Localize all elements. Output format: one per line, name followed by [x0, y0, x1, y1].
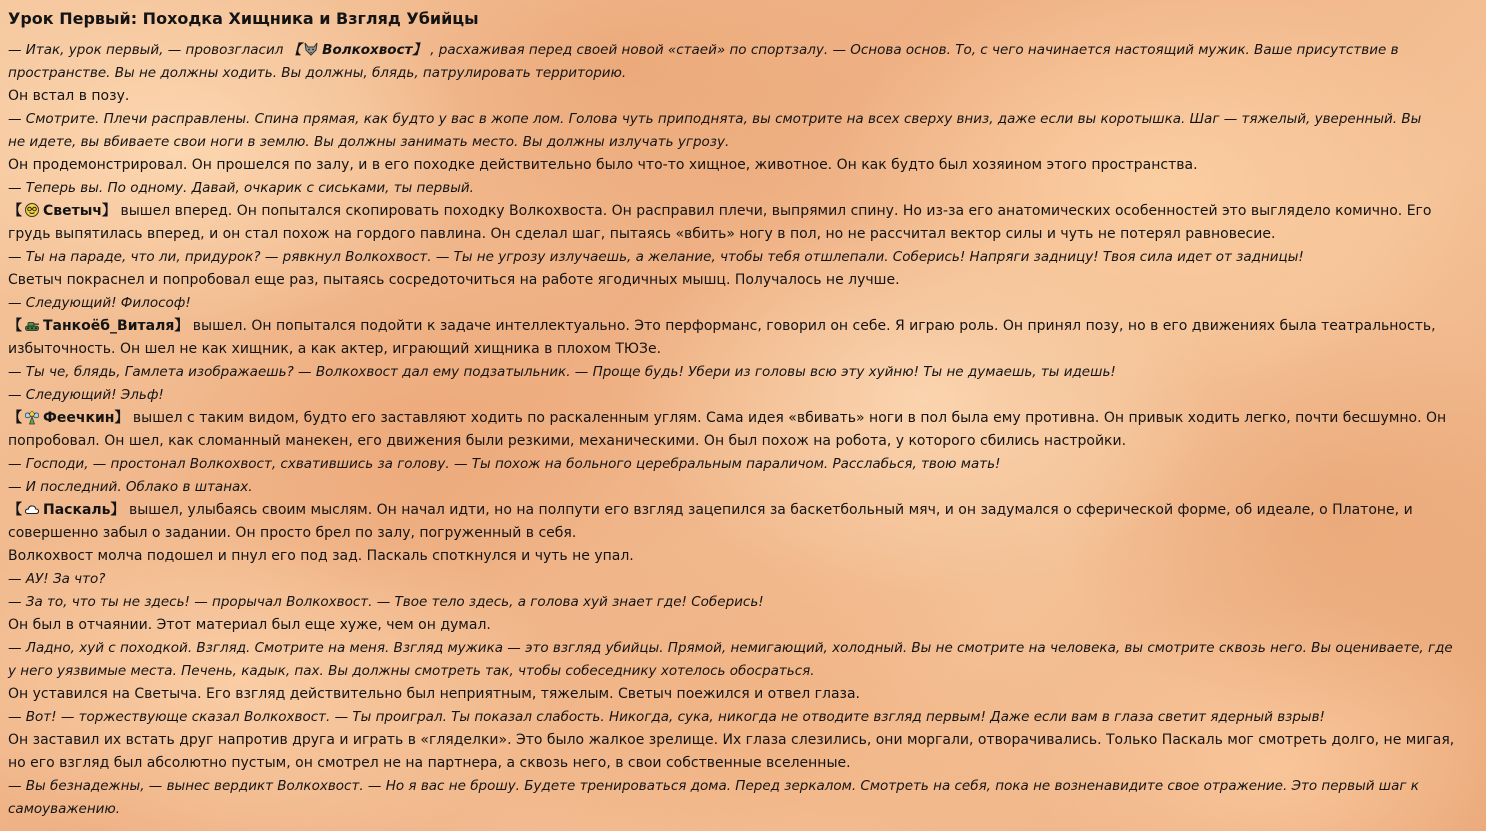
paragraph: попробовал. Он шел, как сломанный манекен, его движения были резкими, механическими. Он был похож на робота, у которого сбились настройки. — [8, 433, 1127, 449]
character-tag-tankoeb[interactable]: 【 Танкоёб_Виталя】 — [8, 318, 189, 334]
paragraph: — Господи, — простонал Волкохвост, схватившись за голову. — Ты похож на больного церебральным параличом. Расслабься, твою мать! — [8, 456, 1001, 472]
paragraph: пространстве. Вы не должны ходить. Вы должны, блядь, патрулировать территорию. — [8, 65, 627, 81]
wolf-icon — [303, 41, 319, 57]
paragraph: — Следующий! Философ! — [8, 295, 191, 311]
paragraph: Волкохвост молча подошел и пнул его под зад. Паскаль споткнулся и чуть не упал. — [8, 548, 634, 564]
character-tag-svetych[interactable]: 【 Светыч】 — [8, 203, 117, 219]
paragraph: Светыч покраснел и попробовал еще раз, пытаясь сосредоточиться на работе ягодичных мышц. Получалось не лучше. — [8, 272, 900, 288]
chapter-title: Урок Первый: Походка Хищника и Взгляд Убийцы — [8, 9, 479, 28]
paragraph: — Смотрите. Плечи расправлены. Спина прямая, как будто у вас в жопе лом. Голова чуть приподнята, вы смотрите на всех сверху вниз, даже если вы коротышка. Шаг — тяжелый, уверенный. Вы — [8, 111, 1422, 127]
paragraph: 【 Паскаль】 вышел, улыбаясь своим мыслям. Он начал идти, но на полпути его взгляд зацепился за баскетбольный мяч, и он задумался о сферической форме, об идеале, о Платоне, и — [8, 502, 1413, 518]
paragraph: не идете, вы вбиваете свои ноги в землю. Вы должны занимать место. Вы должны излучать угрозу. — [8, 134, 730, 150]
paragraph: — За то, что ты не здесь! — прорычал Волкохвост. — Твое тело здесь, а голова хуй знает где! Соберись! — [8, 594, 764, 610]
paragraph: — АУ! За что? — [8, 571, 106, 587]
paragraph: Он встал в позу. — [8, 88, 130, 104]
paragraph: грудь выпятилась вперед, и он стал похож на гордого павлина. Он сделал шаг, пытаясь «вбить» ногу в пол, но не рассчитал вектор силы и чуть не потерял равновесие. — [8, 226, 1276, 242]
story-text — [8, 39, 1480, 821]
paragraph: — Ладно, хуй с походкой. Взгляд. Смотрите на меня. Взгляд мужика — это взгляд убийцы. Прямой, немигающий, холодный. Вы не смотрите на человека, вы смотрите сквозь него. Вы оцениваете, где — [8, 640, 1453, 656]
paragraph: Он уставился на Светыча. Его взгляд действительно был неприятным, тяжелым. Светыч поежился и отвел глаза. — [8, 686, 861, 702]
paragraph: Он был в отчаянии. Этот материал был еще хуже, чем он думал. — [8, 617, 491, 633]
character-tag-feechkin[interactable]: 【 Феечкин】 — [8, 410, 129, 426]
paragraph: 【 Светыч】 вышел вперед. Он попытался скопировать походку Волкохвоста. Он расправил плечи, выпрямил спину. Но из-за его анатомических особенностей это выглядело комично. Его — [8, 203, 1432, 219]
paragraph: у него уязвимые места. Печень, кадык, пах. Вы должны смотреть так, чтобы собеседнику хотелось обосраться. — [8, 663, 815, 679]
paragraph: избыточность. Он шел не как хищник, а как актер, играющий хищника в плохом ТЮЗе. — [8, 341, 662, 357]
paragraph: Он заставил их встать друг напротив друга и играть в «гляделки». Это было жалкое зрелище. Их глаза слезились, они моргали, отворачивались. Только Паскаль мог смотреть долго, не мигая, — [8, 732, 1455, 748]
paragraph: 【 Феечкин】 вышел с таким видом, будто его заставляют ходить по раскаленным углям. Сама идея «вбивать» ноги в пол была ему противна. Он привык ходить легко, почти бесшумно. Он — [8, 410, 1447, 426]
paragraph: — Вот! — торжествующе сказал Волкохвост. — Ты проиграл. Ты показал слабость. Никогда, сука, никогда не отводите взгляд первым! Даже если вам в глаза светит ядерный взрыв! — [8, 709, 1325, 725]
character-tag-volkhvost[interactable]: 【 Волкохвост】 — [287, 42, 426, 58]
paragraph: — Теперь вы. По одному. Давай, очкарик с сиськами, ты первый. — [8, 180, 474, 196]
character-tag-paskal[interactable]: 【 Паскаль】 — [8, 502, 125, 518]
paragraph: самоуважению. — [8, 801, 121, 817]
paragraph: — И последний. Облако в штанах. — [8, 479, 253, 495]
paragraph: — Итак, урок первый, — провозгласил 【 Волкохвост】 , расхаживая перед своей новой «стаей» по спортзалу. — Основа основ. То, с чего начинается настоящий мужик. Ваше присутствие в — [8, 42, 1399, 58]
paragraph: Он продемонстрировал. Он прошелся по залу, и в его походке действительно было что-то хищное, животное. Он как будто был хозяином этого пространства. — [8, 157, 1198, 173]
paragraph: — Ты че, блядь, Гамлета изображаешь? — Волкохвост дал ему подзатыльник. — Проще будь! Убери из головы всю эту хуйню! Ты не думаешь, ты идешь! — [8, 364, 1116, 380]
paragraph: — Вы безнадежны, — вынес вердикт Волкохвост. — Но я вас не брошу. Будете тренироваться дома. Перед зеркалом. Смотреть на себя, пока не возненавидите свое отражение. Это первый шаг к — [8, 778, 1419, 794]
fairy-icon — [24, 409, 40, 425]
paragraph: — Ты на параде, что ли, придурок? — рявкнул Волкохвост. — Ты не угрозу излучаешь, а желание, чтобы тебя отшлепали. Соберись! Напряги задницу! Твоя сила идет от задницы! — [8, 249, 1304, 265]
paragraph: совершенно забыл о задании. Он просто брел по залу, погруженный в себя. — [8, 525, 577, 541]
paragraph: 【 Танкоёб_Виталя】 вышел. Он попытался подойти к задаче интеллектуально. Это перформанс, говорил он себе. Я играю роль. Он принял позу, но в его движениях была театральность, — [8, 318, 1436, 334]
paragraph: но его взгляд был абсолютно пустым, он смотрел не на партнера, а сквозь него, в свои собственные вселенные. — [8, 755, 851, 771]
paragraph: — Следующий! Эльф! — [8, 387, 164, 403]
cloud-icon — [24, 501, 40, 517]
nerd-face-icon — [24, 202, 40, 218]
tank-icon — [24, 317, 40, 333]
